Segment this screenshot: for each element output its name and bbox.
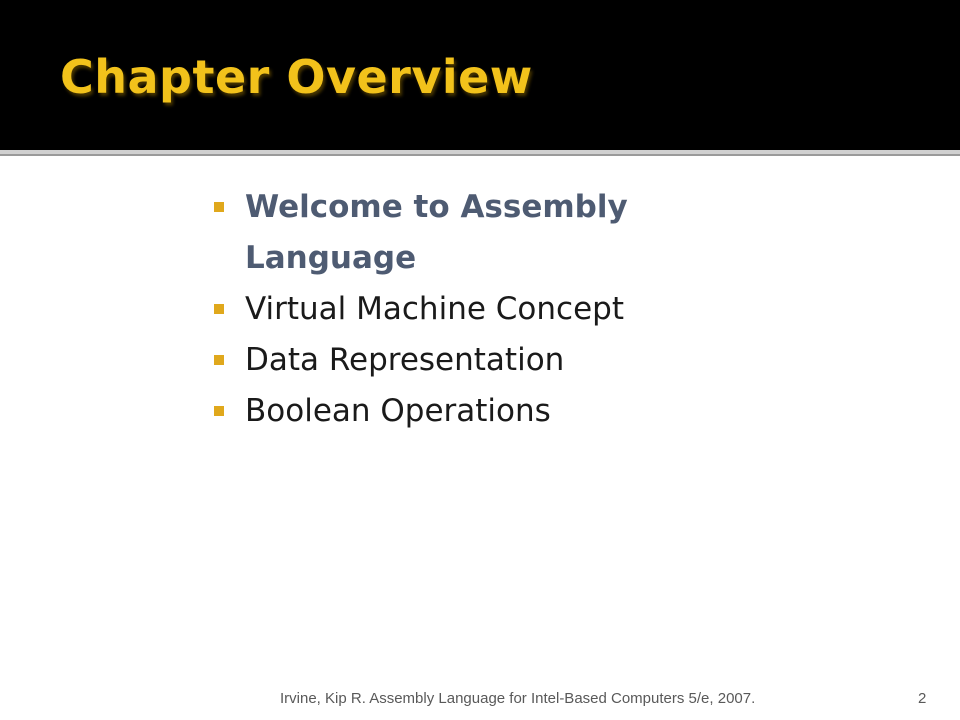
title-bar xyxy=(0,0,960,150)
bullet-item-welcome xyxy=(214,182,734,284)
slide-footer: Irvine, Kip R. Assembly Language for Intel-Based Computers 5/e, 2007. xyxy=(280,690,756,707)
square-bullet-icon xyxy=(214,355,224,365)
bullet-label: Welcome to Assembly Language xyxy=(245,189,628,276)
slide-title: Chapter Overview xyxy=(60,50,533,104)
bullet-item-virtual-machine xyxy=(214,284,734,335)
bullet-label: Virtual Machine Concept xyxy=(245,291,624,327)
square-bullet-icon xyxy=(214,202,224,212)
bullet-item-boolean-operations xyxy=(214,386,734,437)
title-divider-shadow xyxy=(0,154,960,156)
square-bullet-icon xyxy=(214,304,224,314)
bullet-list xyxy=(214,182,734,437)
bullet-label: Data Representation xyxy=(245,342,565,378)
bullet-item-data-representation xyxy=(214,335,734,386)
bullet-label: Boolean Operations xyxy=(245,393,551,429)
square-bullet-icon xyxy=(214,406,224,416)
page-number: 2 xyxy=(918,690,927,707)
